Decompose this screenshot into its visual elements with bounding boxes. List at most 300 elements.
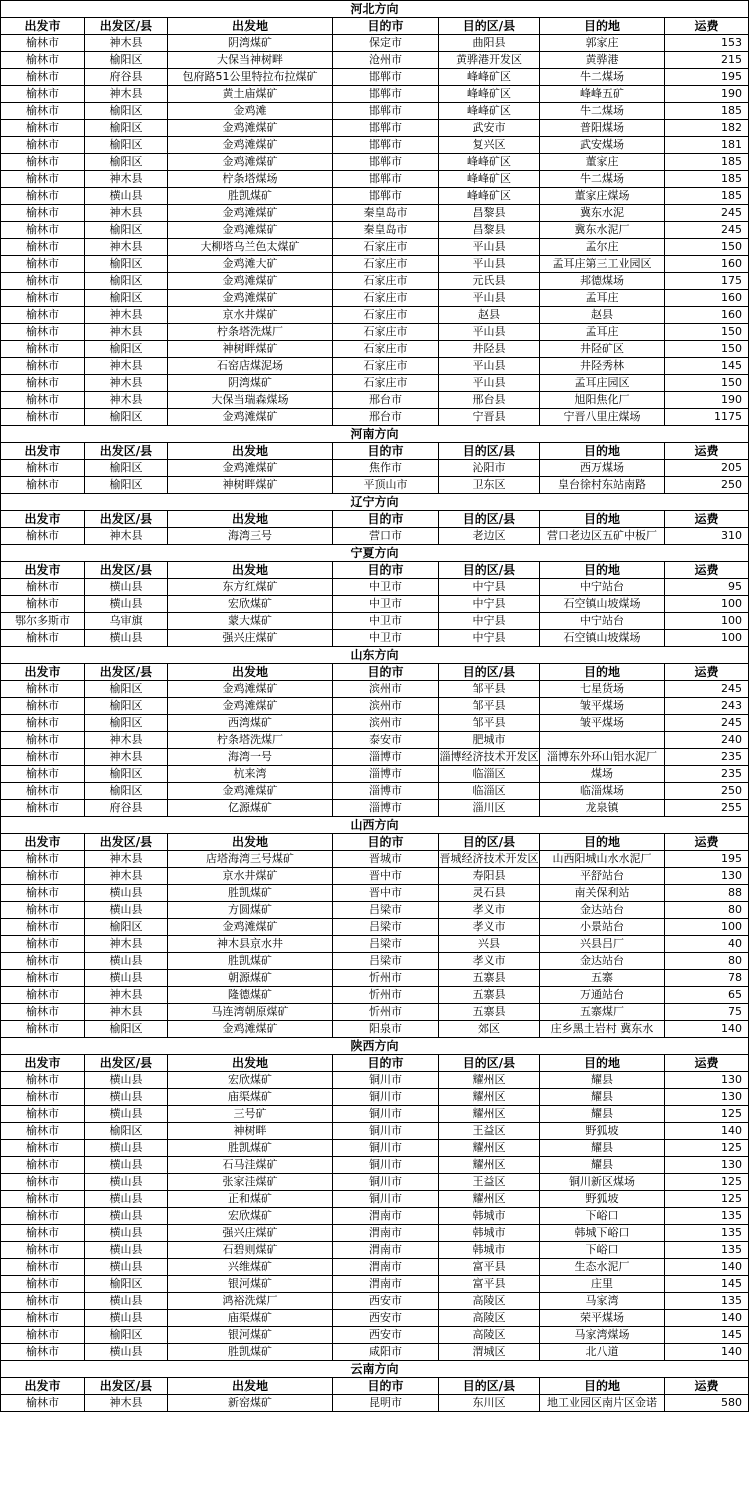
header-dest-city: 目的市 bbox=[333, 834, 439, 851]
dest-district-cell: 耀州区 bbox=[439, 1191, 540, 1208]
origin-site-cell: 神木县京水井 bbox=[168, 936, 333, 953]
dest-district-cell: 高陵区 bbox=[439, 1293, 540, 1310]
origin-city-cell: 榆林市 bbox=[1, 375, 85, 392]
origin-city-cell: 榆林市 bbox=[1, 732, 85, 749]
dest-site-cell: 峰峰五矿 bbox=[540, 86, 665, 103]
origin-site-cell: 金鸡滩煤矿 bbox=[168, 205, 333, 222]
dest-city-cell: 淄博市 bbox=[333, 766, 439, 783]
table-row bbox=[1, 851, 749, 868]
dest-district-cell: 耀州区 bbox=[439, 1157, 540, 1174]
fee-cell: 195 bbox=[665, 69, 749, 86]
dest-site-cell: 石空镇山坡煤场 bbox=[540, 596, 665, 613]
dest-city-cell: 晋中市 bbox=[333, 885, 439, 902]
fee-cell: 150 bbox=[665, 324, 749, 341]
table-row bbox=[1, 528, 749, 545]
dest-site-cell: 皱平煤场 bbox=[540, 715, 665, 732]
dest-district-cell: 卫东区 bbox=[439, 477, 540, 494]
dest-district-cell: 高陵区 bbox=[439, 1327, 540, 1344]
origin-city-cell: 榆林市 bbox=[1, 1106, 85, 1123]
header-dest-site: 目的地 bbox=[540, 1055, 665, 1072]
header-dest-city: 目的市 bbox=[333, 1378, 439, 1395]
fee-cell: 243 bbox=[665, 698, 749, 715]
dest-city-cell: 石家庄市 bbox=[333, 290, 439, 307]
origin-district-cell: 神木县 bbox=[85, 749, 168, 766]
dest-city-cell: 邯郸市 bbox=[333, 120, 439, 137]
dest-site-cell: 牛二煤场 bbox=[540, 171, 665, 188]
table-row bbox=[1, 1327, 749, 1344]
origin-site-cell: 宏欣煤矿 bbox=[168, 596, 333, 613]
origin-district-cell: 横山县 bbox=[85, 579, 168, 596]
origin-city-cell: 榆林市 bbox=[1, 953, 85, 970]
dest-site-cell: 金达站台 bbox=[540, 953, 665, 970]
dest-site-cell: 万通站台 bbox=[540, 987, 665, 1004]
dest-district-cell: 耀州区 bbox=[439, 1089, 540, 1106]
origin-site-cell: 金鸡滩煤矿 bbox=[168, 919, 333, 936]
header-dest-site: 目的地 bbox=[540, 562, 665, 579]
table-row bbox=[1, 1174, 749, 1191]
origin-site-cell: 包府路51公里特拉布拉煤矿 bbox=[168, 69, 333, 86]
dest-site-cell: 皇台徐村东站南路 bbox=[540, 477, 665, 494]
table-row bbox=[1, 885, 749, 902]
dest-city-cell: 泰安市 bbox=[333, 732, 439, 749]
origin-district-cell: 横山县 bbox=[85, 1344, 168, 1361]
dest-district-cell: 中宁县 bbox=[439, 613, 540, 630]
dest-city-cell: 铜川市 bbox=[333, 1174, 439, 1191]
origin-site-cell: 京水井煤矿 bbox=[168, 868, 333, 885]
header-row bbox=[1, 511, 749, 528]
origin-city-cell: 榆林市 bbox=[1, 205, 85, 222]
dest-site-cell: 董家庄煤场 bbox=[540, 188, 665, 205]
origin-city-cell: 榆林市 bbox=[1, 579, 85, 596]
dest-site-cell: 中宁站台 bbox=[540, 579, 665, 596]
table-row bbox=[1, 239, 749, 256]
dest-city-cell: 西安市 bbox=[333, 1293, 439, 1310]
origin-city-cell: 榆林市 bbox=[1, 477, 85, 494]
origin-site-cell: 神树畔煤矿 bbox=[168, 477, 333, 494]
header-dest-site: 目的地 bbox=[540, 511, 665, 528]
table-row bbox=[1, 698, 749, 715]
origin-site-cell: 金鸡滩煤矿 bbox=[168, 137, 333, 154]
origin-district-cell: 神木县 bbox=[85, 86, 168, 103]
header-origin-district: 出发区/县 bbox=[85, 18, 168, 35]
origin-city-cell: 榆林市 bbox=[1, 171, 85, 188]
origin-site-cell: 鸿裕洗煤厂 bbox=[168, 1293, 333, 1310]
origin-site-cell: 朝源煤矿 bbox=[168, 970, 333, 987]
dest-city-cell: 邯郸市 bbox=[333, 171, 439, 188]
dest-site-cell: 金达站台 bbox=[540, 902, 665, 919]
dest-site-cell: 生态水泥厂 bbox=[540, 1259, 665, 1276]
fee-cell: 100 bbox=[665, 613, 749, 630]
dest-district-cell: 老边区 bbox=[439, 528, 540, 545]
origin-site-cell: 亿源煤矿 bbox=[168, 800, 333, 817]
origin-district-cell: 榆阳区 bbox=[85, 1276, 168, 1293]
origin-site-cell: 张家洼煤矿 bbox=[168, 1174, 333, 1191]
header-dest-district: 目的区/县 bbox=[439, 18, 540, 35]
dest-district-cell: 邹平县 bbox=[439, 681, 540, 698]
origin-site-cell: 银河煤矿 bbox=[168, 1276, 333, 1293]
header-dest-district: 目的区/县 bbox=[439, 511, 540, 528]
origin-district-cell: 榆阳区 bbox=[85, 154, 168, 171]
origin-site-cell: 方圆煤矿 bbox=[168, 902, 333, 919]
origin-city-cell: 榆林市 bbox=[1, 970, 85, 987]
table-row bbox=[1, 86, 749, 103]
dest-district-cell: 灵石县 bbox=[439, 885, 540, 902]
origin-city-cell: 榆林市 bbox=[1, 103, 85, 120]
origin-city-cell: 榆林市 bbox=[1, 137, 85, 154]
fee-cell: 145 bbox=[665, 1327, 749, 1344]
dest-district-cell: 中宁县 bbox=[439, 579, 540, 596]
table-row bbox=[1, 307, 749, 324]
table-row bbox=[1, 35, 749, 52]
section-title: 陕西方向 bbox=[1, 1038, 749, 1055]
header-origin-city: 出发市 bbox=[1, 511, 85, 528]
header-origin-district: 出发区/县 bbox=[85, 562, 168, 579]
dest-site-cell: 淄博东外环山铝水泥厂 bbox=[540, 749, 665, 766]
table-row bbox=[1, 392, 749, 409]
origin-city-cell: 榆林市 bbox=[1, 358, 85, 375]
table-row bbox=[1, 375, 749, 392]
dest-city-cell: 吕梁市 bbox=[333, 919, 439, 936]
header-row bbox=[1, 834, 749, 851]
header-dest-site: 目的地 bbox=[540, 664, 665, 681]
fee-cell: 88 bbox=[665, 885, 749, 902]
table-row bbox=[1, 868, 749, 885]
dest-district-cell: 晋城经济技术开发区 bbox=[439, 851, 540, 868]
origin-site-cell: 大柳塔乌兰色太煤矿 bbox=[168, 239, 333, 256]
dest-city-cell: 铜川市 bbox=[333, 1072, 439, 1089]
dest-site-cell: 马家湾煤场 bbox=[540, 1327, 665, 1344]
dest-city-cell: 昆明市 bbox=[333, 1395, 439, 1412]
table-row bbox=[1, 1293, 749, 1310]
fee-cell: 80 bbox=[665, 953, 749, 970]
dest-district-cell: 临淄区 bbox=[439, 766, 540, 783]
origin-district-cell: 榆阳区 bbox=[85, 273, 168, 290]
origin-district-cell: 横山县 bbox=[85, 1208, 168, 1225]
fee-cell: 145 bbox=[665, 358, 749, 375]
dest-city-cell: 铜川市 bbox=[333, 1089, 439, 1106]
table-row bbox=[1, 409, 749, 426]
origin-site-cell: 金鸡滩煤矿 bbox=[168, 273, 333, 290]
dest-city-cell: 淄博市 bbox=[333, 749, 439, 766]
origin-district-cell: 神木县 bbox=[85, 851, 168, 868]
dest-district-cell: 平山县 bbox=[439, 358, 540, 375]
dest-city-cell: 中卫市 bbox=[333, 579, 439, 596]
dest-district-cell: 复兴区 bbox=[439, 137, 540, 154]
fee-cell: 160 bbox=[665, 256, 749, 273]
origin-district-cell: 横山县 bbox=[85, 1106, 168, 1123]
fee-cell: 125 bbox=[665, 1140, 749, 1157]
table-row bbox=[1, 1072, 749, 1089]
origin-city-cell: 榆林市 bbox=[1, 69, 85, 86]
origin-site-cell: 马连湾朝原煤矿 bbox=[168, 1004, 333, 1021]
origin-site-cell: 胜凯煤矿 bbox=[168, 1140, 333, 1157]
origin-site-cell: 石碧则煤矿 bbox=[168, 1242, 333, 1259]
table-row bbox=[1, 154, 749, 171]
origin-city-cell: 榆林市 bbox=[1, 987, 85, 1004]
origin-district-cell: 神木县 bbox=[85, 732, 168, 749]
origin-city-cell: 榆林市 bbox=[1, 1072, 85, 1089]
section-title: 辽宁方向 bbox=[1, 494, 749, 511]
origin-district-cell: 神木县 bbox=[85, 324, 168, 341]
fee-cell: 181 bbox=[665, 137, 749, 154]
header-origin-district: 出发区/县 bbox=[85, 1055, 168, 1072]
origin-site-cell: 石马洼煤矿 bbox=[168, 1157, 333, 1174]
fee-cell: 245 bbox=[665, 205, 749, 222]
fee-cell: 245 bbox=[665, 715, 749, 732]
fee-cell: 140 bbox=[665, 1021, 749, 1038]
table-row bbox=[1, 69, 749, 86]
dest-site-cell: 孟尔庄 bbox=[540, 239, 665, 256]
fee-cell: 80 bbox=[665, 902, 749, 919]
dest-site-cell: 旭阳焦化厂 bbox=[540, 392, 665, 409]
origin-district-cell: 横山县 bbox=[85, 1191, 168, 1208]
dest-city-cell: 忻州市 bbox=[333, 970, 439, 987]
fee-cell: 245 bbox=[665, 681, 749, 698]
origin-district-cell: 横山县 bbox=[85, 1157, 168, 1174]
dest-district-cell: 郊区 bbox=[439, 1021, 540, 1038]
dest-district-cell: 平山县 bbox=[439, 256, 540, 273]
header-origin-city: 出发市 bbox=[1, 1378, 85, 1395]
header-origin-site: 出发地 bbox=[168, 664, 333, 681]
dest-city-cell: 邯郸市 bbox=[333, 137, 439, 154]
origin-site-cell: 西湾煤矿 bbox=[168, 715, 333, 732]
dest-site-cell: 南关保利站 bbox=[540, 885, 665, 902]
dest-site-cell: 小景站台 bbox=[540, 919, 665, 936]
dest-city-cell: 铜川市 bbox=[333, 1140, 439, 1157]
header-origin-site: 出发地 bbox=[168, 18, 333, 35]
dest-district-cell: 五寨县 bbox=[439, 1004, 540, 1021]
table-row bbox=[1, 749, 749, 766]
header-origin-district: 出发区/县 bbox=[85, 511, 168, 528]
dest-site-cell: 平舒站台 bbox=[540, 868, 665, 885]
dest-district-cell: 平山县 bbox=[439, 375, 540, 392]
origin-site-cell: 新窑煤矿 bbox=[168, 1395, 333, 1412]
dest-city-cell: 滨州市 bbox=[333, 715, 439, 732]
origin-district-cell: 榆阳区 bbox=[85, 103, 168, 120]
origin-district-cell: 横山县 bbox=[85, 953, 168, 970]
origin-district-cell: 横山县 bbox=[85, 1140, 168, 1157]
dest-district-cell: 五寨县 bbox=[439, 987, 540, 1004]
fee-cell: 185 bbox=[665, 171, 749, 188]
dest-city-cell: 石家庄市 bbox=[333, 358, 439, 375]
origin-city-cell: 榆林市 bbox=[1, 528, 85, 545]
dest-site-cell: 牛二煤场 bbox=[540, 69, 665, 86]
origin-city-cell: 榆林市 bbox=[1, 936, 85, 953]
section-title: 河北方向 bbox=[1, 1, 749, 18]
table-row bbox=[1, 358, 749, 375]
table-row bbox=[1, 460, 749, 477]
origin-district-cell: 神木县 bbox=[85, 1395, 168, 1412]
dest-city-cell: 忻州市 bbox=[333, 1004, 439, 1021]
origin-city-cell: 榆林市 bbox=[1, 460, 85, 477]
header-row bbox=[1, 1055, 749, 1072]
origin-district-cell: 榆阳区 bbox=[85, 477, 168, 494]
fee-cell: 235 bbox=[665, 749, 749, 766]
dest-city-cell: 石家庄市 bbox=[333, 307, 439, 324]
fee-cell: 235 bbox=[665, 766, 749, 783]
fee-cell: 250 bbox=[665, 477, 749, 494]
origin-city-cell: 榆林市 bbox=[1, 1395, 85, 1412]
header-row bbox=[1, 664, 749, 681]
origin-district-cell: 横山县 bbox=[85, 1225, 168, 1242]
origin-district-cell: 神木县 bbox=[85, 936, 168, 953]
origin-district-cell: 榆阳区 bbox=[85, 681, 168, 698]
origin-site-cell: 金鸡滩煤矿 bbox=[168, 120, 333, 137]
table-row bbox=[1, 1021, 749, 1038]
dest-site-cell: 中宁站台 bbox=[540, 613, 665, 630]
fee-cell: 140 bbox=[665, 1259, 749, 1276]
fee-cell: 135 bbox=[665, 1242, 749, 1259]
origin-site-cell: 宏欣煤矿 bbox=[168, 1208, 333, 1225]
origin-district-cell: 榆阳区 bbox=[85, 409, 168, 426]
fee-cell: 125 bbox=[665, 1174, 749, 1191]
dest-city-cell: 吕梁市 bbox=[333, 936, 439, 953]
dest-district-cell: 孝义市 bbox=[439, 919, 540, 936]
origin-city-cell: 榆林市 bbox=[1, 681, 85, 698]
dest-city-cell: 沧州市 bbox=[333, 52, 439, 69]
section-title-row bbox=[1, 545, 749, 562]
origin-site-cell: 银河煤矿 bbox=[168, 1327, 333, 1344]
fee-cell: 40 bbox=[665, 936, 749, 953]
origin-site-cell: 庙渠煤矿 bbox=[168, 1310, 333, 1327]
fee-cell: 130 bbox=[665, 868, 749, 885]
origin-city-cell: 榆林市 bbox=[1, 1123, 85, 1140]
dest-city-cell: 石家庄市 bbox=[333, 341, 439, 358]
origin-site-cell: 海湾三号 bbox=[168, 528, 333, 545]
section-title-row bbox=[1, 647, 749, 664]
origin-site-cell: 东方红煤矿 bbox=[168, 579, 333, 596]
origin-district-cell: 榆阳区 bbox=[85, 137, 168, 154]
fee-cell: 580 bbox=[665, 1395, 749, 1412]
dest-city-cell: 铜川市 bbox=[333, 1123, 439, 1140]
dest-city-cell: 邯郸市 bbox=[333, 86, 439, 103]
fee-cell: 135 bbox=[665, 1293, 749, 1310]
dest-district-cell: 耀州区 bbox=[439, 1106, 540, 1123]
origin-site-cell: 神树畔煤矿 bbox=[168, 341, 333, 358]
table-row bbox=[1, 936, 749, 953]
fee-cell: 175 bbox=[665, 273, 749, 290]
origin-city-cell: 榆林市 bbox=[1, 885, 85, 902]
table-row bbox=[1, 1344, 749, 1361]
header-dest-city: 目的市 bbox=[333, 562, 439, 579]
dest-city-cell: 吕梁市 bbox=[333, 902, 439, 919]
table-row bbox=[1, 1276, 749, 1293]
origin-district-cell: 横山县 bbox=[85, 1293, 168, 1310]
origin-district-cell: 榆阳区 bbox=[85, 52, 168, 69]
dest-city-cell: 平顶山市 bbox=[333, 477, 439, 494]
origin-city-cell: 榆林市 bbox=[1, 698, 85, 715]
origin-city-cell: 榆林市 bbox=[1, 1140, 85, 1157]
origin-site-cell: 胜凯煤矿 bbox=[168, 188, 333, 205]
dest-site-cell: 耀县 bbox=[540, 1089, 665, 1106]
fee-cell: 125 bbox=[665, 1106, 749, 1123]
origin-site-cell: 金鸡滩 bbox=[168, 103, 333, 120]
dest-city-cell: 滨州市 bbox=[333, 698, 439, 715]
header-dest-district: 目的区/县 bbox=[439, 562, 540, 579]
header-dest-site: 目的地 bbox=[540, 443, 665, 460]
origin-city-cell: 榆林市 bbox=[1, 307, 85, 324]
table-row bbox=[1, 1106, 749, 1123]
origin-district-cell: 榆阳区 bbox=[85, 715, 168, 732]
dest-city-cell: 邯郸市 bbox=[333, 103, 439, 120]
origin-city-cell: 榆林市 bbox=[1, 290, 85, 307]
origin-city-cell: 榆林市 bbox=[1, 1089, 85, 1106]
dest-city-cell: 西安市 bbox=[333, 1327, 439, 1344]
dest-city-cell: 邯郸市 bbox=[333, 69, 439, 86]
origin-city-cell: 榆林市 bbox=[1, 1191, 85, 1208]
dest-city-cell: 焦作市 bbox=[333, 460, 439, 477]
origin-site-cell: 金鸡滩煤矿 bbox=[168, 290, 333, 307]
header-origin-city: 出发市 bbox=[1, 443, 85, 460]
fee-cell: 190 bbox=[665, 392, 749, 409]
origin-city-cell: 榆林市 bbox=[1, 715, 85, 732]
dest-district-cell: 中宁县 bbox=[439, 630, 540, 647]
dest-district-cell: 黄骅港开发区 bbox=[439, 52, 540, 69]
header-dest-city: 目的市 bbox=[333, 18, 439, 35]
header-origin-district: 出发区/县 bbox=[85, 1378, 168, 1395]
fee-cell: 185 bbox=[665, 103, 749, 120]
fee-cell: 150 bbox=[665, 341, 749, 358]
origin-site-cell: 金鸡滩煤矿 bbox=[168, 1021, 333, 1038]
origin-district-cell: 神木县 bbox=[85, 392, 168, 409]
dest-site-cell: 郭家庄 bbox=[540, 35, 665, 52]
table-row bbox=[1, 341, 749, 358]
origin-site-cell: 金鸡滩煤矿 bbox=[168, 783, 333, 800]
origin-site-cell: 石窑店煤泥场 bbox=[168, 358, 333, 375]
header-fee: 运费 bbox=[665, 562, 749, 579]
dest-district-cell: 平山县 bbox=[439, 290, 540, 307]
table-row bbox=[1, 902, 749, 919]
origin-district-cell: 榆阳区 bbox=[85, 460, 168, 477]
dest-district-cell: 邹平县 bbox=[439, 698, 540, 715]
dest-district-cell: 富平县 bbox=[439, 1276, 540, 1293]
origin-site-cell: 胜凯煤矿 bbox=[168, 1344, 333, 1361]
origin-site-cell: 强兴庄煤矿 bbox=[168, 1225, 333, 1242]
origin-district-cell: 横山县 bbox=[85, 1089, 168, 1106]
dest-city-cell: 晋城市 bbox=[333, 851, 439, 868]
table-row bbox=[1, 120, 749, 137]
header-dest-city: 目的市 bbox=[333, 443, 439, 460]
table-row bbox=[1, 970, 749, 987]
dest-district-cell: 淄川区 bbox=[439, 800, 540, 817]
header-dest-district: 目的区/县 bbox=[439, 834, 540, 851]
dest-district-cell: 孝义市 bbox=[439, 902, 540, 919]
table-row bbox=[1, 596, 749, 613]
header-dest-district: 目的区/县 bbox=[439, 1378, 540, 1395]
dest-site-cell: 五寨 bbox=[540, 970, 665, 987]
origin-city-cell: 榆林市 bbox=[1, 596, 85, 613]
fee-cell: 190 bbox=[665, 86, 749, 103]
fee-cell: 255 bbox=[665, 800, 749, 817]
table-row bbox=[1, 222, 749, 239]
table-row bbox=[1, 1140, 749, 1157]
origin-district-cell: 横山县 bbox=[85, 188, 168, 205]
dest-site-cell: 冀东水泥 bbox=[540, 205, 665, 222]
origin-site-cell: 柠条塔洗煤厂 bbox=[168, 324, 333, 341]
fee-cell: 245 bbox=[665, 222, 749, 239]
origin-city-cell: 榆林市 bbox=[1, 766, 85, 783]
section-title-row bbox=[1, 817, 749, 834]
fee-cell: 100 bbox=[665, 630, 749, 647]
dest-district-cell: 耀州区 bbox=[439, 1140, 540, 1157]
dest-city-cell: 淄博市 bbox=[333, 783, 439, 800]
table-body bbox=[1, 1, 749, 1412]
origin-district-cell: 神木县 bbox=[85, 375, 168, 392]
origin-district-cell: 横山县 bbox=[85, 885, 168, 902]
origin-district-cell: 横山县 bbox=[85, 1242, 168, 1259]
dest-site-cell: 龙泉镇 bbox=[540, 800, 665, 817]
dest-city-cell: 邢台市 bbox=[333, 392, 439, 409]
